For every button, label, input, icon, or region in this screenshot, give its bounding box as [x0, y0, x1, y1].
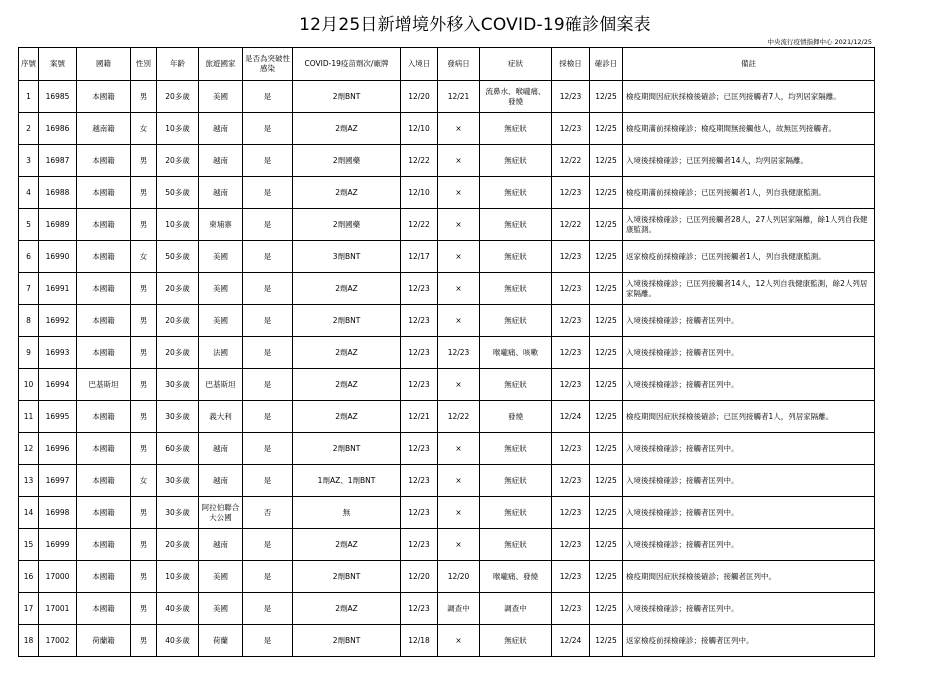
cell-travel-country: 荷蘭	[199, 625, 243, 657]
cell-nationality: 本國籍	[77, 465, 131, 497]
cell-age: 20多歲	[157, 337, 199, 369]
page-title: 12月25日新增境外移入COVID-19確診個案表	[299, 15, 651, 35]
cell-test-date: 12/23	[552, 369, 590, 401]
cell-test-date: 12/23	[552, 433, 590, 465]
table-row	[19, 433, 875, 465]
cell-vaccine: 2劑BNT	[293, 305, 401, 337]
cell-case-no: 16999	[39, 529, 77, 561]
cell-sex: 男	[131, 625, 157, 657]
cell-vaccine: 2劑BNT	[293, 81, 401, 113]
cell-travel-country: 巴基斯坦	[199, 369, 243, 401]
cell-nationality: 本國籍	[77, 241, 131, 273]
cell-entry-date: 12/23	[401, 369, 438, 401]
cell-vaccine: 無	[293, 497, 401, 529]
cell-breakthrough: 是	[243, 241, 293, 273]
cell-breakthrough: 是	[243, 273, 293, 305]
cell-entry-date: 12/23	[401, 529, 438, 561]
cell-confirm-date: 12/25	[590, 529, 623, 561]
cell-vaccine: 2劑AZ	[293, 113, 401, 145]
cell-nationality: 本國籍	[77, 209, 131, 241]
cell-symptoms: 無症狀	[480, 145, 552, 177]
cell-test-date: 12/22	[552, 209, 590, 241]
cell-case-no: 16993	[39, 337, 77, 369]
cell-age: 10多歲	[157, 113, 199, 145]
cell-sex: 男	[131, 273, 157, 305]
cell-onset-date: ×	[438, 305, 480, 337]
cell-symptoms: 無症狀	[480, 209, 552, 241]
case-table	[18, 47, 875, 657]
cell-breakthrough: 是	[243, 337, 293, 369]
cell-age: 20多歲	[157, 145, 199, 177]
cell-sex: 男	[131, 81, 157, 113]
cell-confirm-date: 12/25	[590, 593, 623, 625]
header-travel-country: 旅遊國家	[199, 48, 243, 81]
cell-vaccine: 2劑國藥	[293, 145, 401, 177]
cell-entry-date: 12/22	[401, 209, 438, 241]
cell-age: 30多歲	[157, 401, 199, 433]
cell-breakthrough: 是	[243, 465, 293, 497]
cell-vaccine: 2劑BNT	[293, 625, 401, 657]
cell-confirm-date: 12/25	[590, 401, 623, 433]
cell-vaccine: 2劑BNT	[293, 561, 401, 593]
cell-vaccine: 3劑BNT	[293, 241, 401, 273]
cell-sex: 男	[131, 337, 157, 369]
cell-sex: 女	[131, 465, 157, 497]
cell-sex: 男	[131, 529, 157, 561]
header-age: 年齡	[157, 48, 199, 81]
cell-entry-date: 12/10	[401, 177, 438, 209]
cell-symptoms: 喉嚨痛、咳嗽	[480, 337, 552, 369]
cell-onset-date: ×	[438, 209, 480, 241]
cell-onset-date: ×	[438, 433, 480, 465]
cell-notes: 入境後採檢確診；已匡列接觸者14人，均列居家隔離。	[623, 145, 875, 177]
cell-notes: 檢疫期滿前採檢確診；檢疫期間無接觸他人，故無匡列接觸者。	[623, 113, 875, 145]
cell-breakthrough: 是	[243, 305, 293, 337]
cell-seq: 1	[19, 81, 39, 113]
cell-case-no: 16997	[39, 465, 77, 497]
header-vaccine: COVID-19疫苗劑次/廠牌	[293, 48, 401, 81]
cell-seq: 17	[19, 593, 39, 625]
cell-travel-country: 美國	[199, 593, 243, 625]
table-row	[19, 625, 875, 657]
header-notes: 備註	[623, 48, 875, 81]
cell-test-date: 12/23	[552, 305, 590, 337]
cell-travel-country: 美國	[199, 305, 243, 337]
cell-case-no: 17001	[39, 593, 77, 625]
cell-vaccine: 2劑AZ	[293, 401, 401, 433]
cell-onset-date: ×	[438, 465, 480, 497]
cell-seq: 16	[19, 561, 39, 593]
cell-seq: 6	[19, 241, 39, 273]
cell-seq: 12	[19, 433, 39, 465]
table-row	[19, 177, 875, 209]
cell-test-date: 12/23	[552, 465, 590, 497]
cell-travel-country: 越南	[199, 529, 243, 561]
cell-notes: 返家檢疫前採檢確診；接觸者匡列中。	[623, 625, 875, 657]
cell-symptoms: 發燒	[480, 401, 552, 433]
cell-breakthrough: 是	[243, 81, 293, 113]
cell-nationality: 本國籍	[77, 305, 131, 337]
cell-onset-date: ×	[438, 625, 480, 657]
cell-symptoms: 無症狀	[480, 305, 552, 337]
cell-breakthrough: 是	[243, 625, 293, 657]
cell-sex: 男	[131, 593, 157, 625]
cell-symptoms: 調查中	[480, 593, 552, 625]
cell-case-no: 17000	[39, 561, 77, 593]
cell-case-no: 16990	[39, 241, 77, 273]
cell-entry-date: 12/17	[401, 241, 438, 273]
cell-symptoms: 喉嚨痛、發燒	[480, 561, 552, 593]
cell-onset-date: 調查中	[438, 593, 480, 625]
table-body	[19, 81, 875, 657]
cell-sex: 男	[131, 561, 157, 593]
cell-notes: 返家檢疫前採檢確診；已匡列接觸者1人，列自我健康監測。	[623, 241, 875, 273]
cell-onset-date: 12/23	[438, 337, 480, 369]
header-sex: 性別	[131, 48, 157, 81]
cell-symptoms: 無症狀	[480, 529, 552, 561]
cell-notes: 檢疫期間因症狀採檢後確診；已匡列接觸者7人，均列居家隔離。	[623, 81, 875, 113]
cell-entry-date: 12/18	[401, 625, 438, 657]
cell-symptoms: 無症狀	[480, 273, 552, 305]
cell-notes: 入境後採檢確診；接觸者匡列中。	[623, 593, 875, 625]
cell-breakthrough: 是	[243, 113, 293, 145]
cell-confirm-date: 12/25	[590, 305, 623, 337]
cell-sex: 男	[131, 369, 157, 401]
cell-confirm-date: 12/25	[590, 113, 623, 145]
table-row	[19, 465, 875, 497]
cell-symptoms: 無症狀	[480, 241, 552, 273]
cell-sex: 女	[131, 113, 157, 145]
cell-age: 20多歲	[157, 273, 199, 305]
cell-age: 30多歲	[157, 465, 199, 497]
cell-entry-date: 12/23	[401, 305, 438, 337]
cell-breakthrough: 是	[243, 529, 293, 561]
cell-age: 40多歲	[157, 625, 199, 657]
cell-symptoms: 無症狀	[480, 497, 552, 529]
table-row	[19, 305, 875, 337]
cell-case-no: 17002	[39, 625, 77, 657]
cell-nationality: 本國籍	[77, 401, 131, 433]
cell-age: 30多歲	[157, 497, 199, 529]
cell-seq: 8	[19, 305, 39, 337]
table-row	[19, 529, 875, 561]
cell-test-date: 12/23	[552, 177, 590, 209]
cell-travel-country: 義大利	[199, 401, 243, 433]
cell-nationality: 本國籍	[77, 433, 131, 465]
cell-vaccine: 2劑AZ	[293, 337, 401, 369]
table-row	[19, 561, 875, 593]
cell-sex: 男	[131, 401, 157, 433]
cell-entry-date: 12/23	[401, 433, 438, 465]
cell-age: 50多歲	[157, 241, 199, 273]
cell-entry-date: 12/20	[401, 561, 438, 593]
cell-confirm-date: 12/25	[590, 145, 623, 177]
cell-nationality: 本國籍	[77, 529, 131, 561]
table-row	[19, 241, 875, 273]
cell-confirm-date: 12/25	[590, 433, 623, 465]
cell-age: 10多歲	[157, 209, 199, 241]
cell-age: 50多歲	[157, 177, 199, 209]
cell-notes: 入境後採檢確診；接觸者匡列中。	[623, 529, 875, 561]
cell-seq: 4	[19, 177, 39, 209]
cell-notes: 入境後採檢確診；接觸者匡列中。	[623, 305, 875, 337]
cell-symptoms: 流鼻水、喉嚨痛、發燒	[480, 81, 552, 113]
cell-test-date: 12/23	[552, 81, 590, 113]
cell-entry-date: 12/23	[401, 273, 438, 305]
cell-notes: 入境後採檢確診；接觸者匡列中。	[623, 369, 875, 401]
cell-notes: 檢疫期滿前採檢確診；已匡列接觸者1人，列自我健康監測。	[623, 177, 875, 209]
cell-confirm-date: 12/25	[590, 81, 623, 113]
cell-sex: 男	[131, 177, 157, 209]
table-row	[19, 81, 875, 113]
cell-seq: 3	[19, 145, 39, 177]
cell-seq: 7	[19, 273, 39, 305]
cell-age: 10多歲	[157, 561, 199, 593]
cell-travel-country: 阿拉伯聯合大公國	[199, 497, 243, 529]
cell-case-no: 16996	[39, 433, 77, 465]
cell-notes: 入境後採檢確診；接觸者匡列中。	[623, 497, 875, 529]
cell-case-no: 16995	[39, 401, 77, 433]
cell-seq: 15	[19, 529, 39, 561]
cell-travel-country: 越南	[199, 145, 243, 177]
table-row	[19, 273, 875, 305]
cell-test-date: 12/23	[552, 273, 590, 305]
cell-case-no: 16992	[39, 305, 77, 337]
cell-notes: 檢疫期間因症狀採檢後確診；已匡列接觸者1人，列居家隔離。	[623, 401, 875, 433]
cell-vaccine: 2劑AZ	[293, 273, 401, 305]
cell-onset-date: ×	[438, 113, 480, 145]
cell-test-date: 12/23	[552, 241, 590, 273]
cell-case-no: 16998	[39, 497, 77, 529]
cell-test-date: 12/24	[552, 625, 590, 657]
cell-age: 30多歲	[157, 369, 199, 401]
cell-entry-date: 12/23	[401, 337, 438, 369]
cell-age: 20多歲	[157, 305, 199, 337]
header-symptoms: 症狀	[480, 48, 552, 81]
cell-travel-country: 柬埔寨	[199, 209, 243, 241]
cell-confirm-date: 12/25	[590, 273, 623, 305]
header-row	[19, 48, 875, 81]
cell-vaccine: 2劑BNT	[293, 433, 401, 465]
table-row	[19, 401, 875, 433]
cell-sex: 女	[131, 241, 157, 273]
cell-case-no: 16994	[39, 369, 77, 401]
cell-age: 60多歲	[157, 433, 199, 465]
cell-entry-date: 12/10	[401, 113, 438, 145]
cell-breakthrough: 是	[243, 145, 293, 177]
cell-travel-country: 越南	[199, 113, 243, 145]
cell-travel-country: 美國	[199, 241, 243, 273]
header-seq: 序號	[19, 48, 39, 81]
cell-notes: 檢疫期間因症狀採檢後確診；接觸者匡列中。	[623, 561, 875, 593]
cell-sex: 男	[131, 497, 157, 529]
cell-sex: 男	[131, 145, 157, 177]
cell-nationality: 本國籍	[77, 273, 131, 305]
cell-seq: 18	[19, 625, 39, 657]
cell-breakthrough: 是	[243, 433, 293, 465]
cell-vaccine: 2劑AZ	[293, 177, 401, 209]
cell-onset-date: 12/20	[438, 561, 480, 593]
cell-onset-date: ×	[438, 145, 480, 177]
table-row	[19, 497, 875, 529]
cell-seq: 9	[19, 337, 39, 369]
cell-symptoms: 無症狀	[480, 465, 552, 497]
cell-sex: 男	[131, 305, 157, 337]
header-nationality: 國籍	[77, 48, 131, 81]
cell-age: 20多歲	[157, 81, 199, 113]
cell-travel-country: 越南	[199, 177, 243, 209]
cell-confirm-date: 12/25	[590, 561, 623, 593]
cell-sex: 男	[131, 433, 157, 465]
cell-travel-country: 美國	[199, 561, 243, 593]
cell-confirm-date: 12/25	[590, 209, 623, 241]
cell-nationality: 本國籍	[77, 145, 131, 177]
cell-breakthrough: 是	[243, 593, 293, 625]
cell-nationality: 巴基斯坦	[77, 369, 131, 401]
cell-test-date: 12/23	[552, 113, 590, 145]
cell-travel-country: 美國	[199, 273, 243, 305]
cell-notes: 入境後採檢確診；已匡列接觸者28人，27人列居家隔離，餘1人列自我健康監測。	[623, 209, 875, 241]
cell-confirm-date: 12/25	[590, 369, 623, 401]
table-row	[19, 337, 875, 369]
cell-age: 40多歲	[157, 593, 199, 625]
cell-nationality: 本國籍	[77, 81, 131, 113]
header-case-no: 案號	[39, 48, 77, 81]
header-breakthrough: 是否為突破性感染	[243, 48, 293, 81]
cell-confirm-date: 12/25	[590, 241, 623, 273]
cell-nationality: 荷蘭籍	[77, 625, 131, 657]
cell-breakthrough: 是	[243, 561, 293, 593]
cell-entry-date: 12/20	[401, 81, 438, 113]
cell-case-no: 16991	[39, 273, 77, 305]
cell-onset-date: ×	[438, 273, 480, 305]
cell-travel-country: 越南	[199, 465, 243, 497]
cell-notes: 入境後採檢確診；接觸者匡列中。	[623, 465, 875, 497]
cell-confirm-date: 12/25	[590, 337, 623, 369]
cell-seq: 2	[19, 113, 39, 145]
table-row	[19, 593, 875, 625]
cell-test-date: 12/23	[552, 593, 590, 625]
table-row	[19, 113, 875, 145]
cell-confirm-date: 12/25	[590, 177, 623, 209]
cell-entry-date: 12/22	[401, 145, 438, 177]
cell-breakthrough: 否	[243, 497, 293, 529]
cell-seq: 10	[19, 369, 39, 401]
header-onset-date: 發病日	[438, 48, 480, 81]
cell-vaccine: 1劑AZ、1劑BNT	[293, 465, 401, 497]
cell-symptoms: 無症狀	[480, 369, 552, 401]
cell-breakthrough: 是	[243, 401, 293, 433]
cell-vaccine: 2劑AZ	[293, 593, 401, 625]
cell-breakthrough: 是	[243, 369, 293, 401]
cell-vaccine: 2劑AZ	[293, 529, 401, 561]
cell-seq: 13	[19, 465, 39, 497]
cell-sex: 男	[131, 209, 157, 241]
table-row	[19, 209, 875, 241]
cell-confirm-date: 12/25	[590, 465, 623, 497]
cell-symptoms: 無症狀	[480, 177, 552, 209]
cell-vaccine: 2劑國藥	[293, 209, 401, 241]
table-row	[19, 369, 875, 401]
cell-test-date: 12/23	[552, 497, 590, 529]
cell-seq: 5	[19, 209, 39, 241]
header-test-date: 採檢日	[552, 48, 590, 81]
cell-onset-date: ×	[438, 529, 480, 561]
cell-case-no: 16989	[39, 209, 77, 241]
cell-nationality: 本國籍	[77, 593, 131, 625]
cell-onset-date: ×	[438, 177, 480, 209]
cell-onset-date: 12/21	[438, 81, 480, 113]
cell-test-date: 12/23	[552, 561, 590, 593]
source-credit: 中央流行疫情指揮中心 2021/12/25	[767, 38, 872, 46]
cell-test-date: 12/23	[552, 337, 590, 369]
cell-test-date: 12/23	[552, 529, 590, 561]
cell-symptoms: 無症狀	[480, 433, 552, 465]
cell-seq: 14	[19, 497, 39, 529]
cell-notes: 入境後採檢確診；接觸者匡列中。	[623, 337, 875, 369]
cell-nationality: 本國籍	[77, 497, 131, 529]
cell-travel-country: 越南	[199, 433, 243, 465]
cell-entry-date: 12/23	[401, 465, 438, 497]
cell-seq: 11	[19, 401, 39, 433]
cell-nationality: 本國籍	[77, 561, 131, 593]
cell-nationality: 本國籍	[77, 337, 131, 369]
cell-test-date: 12/24	[552, 401, 590, 433]
cell-vaccine: 2劑AZ	[293, 369, 401, 401]
cell-nationality: 本國籍	[77, 177, 131, 209]
cell-breakthrough: 是	[243, 177, 293, 209]
cell-nationality: 越南籍	[77, 113, 131, 145]
header-confirm-date: 確診日	[590, 48, 623, 81]
cell-onset-date: ×	[438, 497, 480, 529]
cell-age: 20多歲	[157, 529, 199, 561]
cell-notes: 入境後採檢確診；接觸者匡列中。	[623, 433, 875, 465]
cell-case-no: 16985	[39, 81, 77, 113]
cell-entry-date: 12/21	[401, 401, 438, 433]
cell-breakthrough: 是	[243, 209, 293, 241]
header-entry-date: 入境日	[401, 48, 438, 81]
cell-symptoms: 無症狀	[480, 113, 552, 145]
cell-case-no: 16986	[39, 113, 77, 145]
cell-onset-date: 12/22	[438, 401, 480, 433]
cell-entry-date: 12/23	[401, 497, 438, 529]
cell-onset-date: ×	[438, 369, 480, 401]
cell-travel-country: 法國	[199, 337, 243, 369]
cell-symptoms: 無症狀	[480, 625, 552, 657]
cell-confirm-date: 12/25	[590, 625, 623, 657]
cell-confirm-date: 12/25	[590, 497, 623, 529]
table-row	[19, 145, 875, 177]
cell-test-date: 12/22	[552, 145, 590, 177]
cell-entry-date: 12/23	[401, 593, 438, 625]
cell-case-no: 16988	[39, 177, 77, 209]
cell-travel-country: 美國	[199, 81, 243, 113]
cell-onset-date: ×	[438, 241, 480, 273]
cell-notes: 入境後採檢確診；已匡列接觸者14人，12人列自我健康監測，餘2人列居家隔離。	[623, 273, 875, 305]
cell-case-no: 16987	[39, 145, 77, 177]
